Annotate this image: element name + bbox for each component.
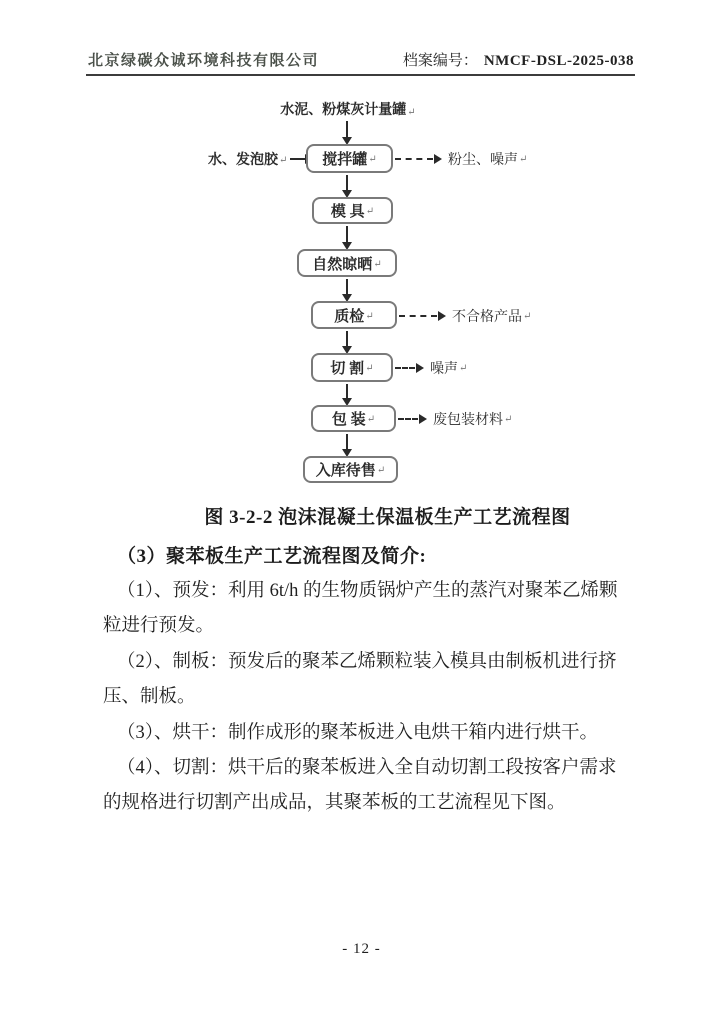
step-box-packing (311, 405, 396, 432)
doc-number-label: 档案编号： (402, 53, 478, 69)
return-mark: ↵ (365, 310, 374, 322)
arrow-right-icon (419, 414, 427, 424)
return-mark: ↵ (365, 206, 375, 217)
return-mark: ↵ (365, 363, 374, 374)
paragraph-line: （2）、制板：预发后的聚苯乙烯颗粒装入模具由制板机进行挤 (117, 651, 617, 672)
arrow-right-icon (438, 311, 446, 321)
header-doc-number (403, 49, 634, 70)
return-mark: ↵ (368, 154, 377, 165)
page-number: - 12 - (342, 941, 381, 957)
paragraph-line: （3）、烘干：制作成形的聚苯板进入电烘干箱内进行烘干。 (117, 722, 599, 743)
section-heading: （3）聚苯板生产工艺流程图及简介: (117, 546, 427, 567)
step-label: 切 割 (330, 361, 365, 377)
return-mark: ↵ (407, 107, 416, 118)
paragraph-line: （4）、切割：烘干后的聚苯板进入全自动切割工段按客户需求 (117, 758, 617, 779)
step-box-natural-drying (297, 249, 397, 277)
return-mark: ↵ (504, 414, 513, 425)
return-mark: ↵ (279, 154, 288, 166)
emission-dust-noise (395, 148, 527, 169)
flow-connector-line (346, 279, 348, 294)
step-box-warehouse (303, 456, 398, 483)
return-mark: ↵ (459, 363, 468, 374)
doc-number-value: NMCF-DSL-2025-038 (483, 53, 634, 69)
arrow-right-icon (416, 363, 424, 373)
flow-connector-line (346, 434, 348, 449)
flow-connector-line (346, 121, 348, 137)
dashed-line (395, 367, 415, 369)
body-text (103, 574, 623, 822)
flow-connector-line (346, 384, 348, 398)
dashed-line (395, 158, 433, 160)
return-mark: ↵ (523, 311, 532, 322)
emission-waste-packaging (398, 408, 512, 429)
return-mark: ↵ (373, 258, 382, 270)
step-label: 搅拌罐 (322, 152, 368, 168)
return-mark: ↵ (366, 414, 376, 425)
figure-caption: 图 3-2-2 泡沫混凝土保温板生产工艺流程图 (204, 507, 571, 528)
flow-source-text: 水泥、粉煤灰计量罐 (280, 103, 407, 118)
dashed-line (399, 315, 437, 317)
paragraph-line: （1）、预发：利用 6t/h 的生物质锅炉产生的蒸汽对聚苯乙烯颗 (117, 581, 618, 601)
flow-input-label: 水、发泡胶 (208, 153, 278, 168)
arrow-right-icon (434, 154, 442, 164)
header-company-name: 北京绿碳众诚环境科技有限公司 (88, 53, 320, 69)
flow-connector-line (346, 175, 348, 190)
step-label: 自然晾晒 (312, 256, 373, 273)
return-mark: ↵ (376, 465, 386, 476)
paragraph-line: 粒进行预发。 (103, 616, 215, 637)
step-box-mixing-tank (306, 144, 393, 173)
dashed-line (398, 418, 418, 420)
emission-noise (395, 357, 467, 378)
paragraph-line: 压、制板。 (103, 687, 196, 708)
flow-input-line (290, 158, 305, 160)
flow-source-label (248, 99, 448, 119)
emission-label: 粉尘、噪声 (448, 152, 518, 168)
emission-label: 噪声 (430, 361, 458, 377)
step-box-quality-check (311, 301, 397, 329)
step-label: 入库待售 (315, 463, 376, 479)
emission-rejects (399, 305, 531, 326)
step-label: 包 装 (331, 412, 366, 428)
emission-label: 不合格产品 (452, 309, 522, 325)
flow-connector-line (346, 226, 348, 242)
step-box-mold (312, 197, 393, 224)
flow-input-water-foam (208, 149, 313, 169)
header-rule (86, 74, 635, 76)
return-mark: ↵ (519, 154, 528, 165)
step-label: 模 具 (330, 204, 365, 220)
step-label: 质检 (334, 308, 365, 325)
flow-connector-line (346, 331, 348, 346)
step-box-cutting (311, 353, 393, 382)
paragraph-line: 的规格进行切割产出成品，其聚苯板的工艺流程见下图。 (103, 793, 566, 814)
emission-label: 废包装材料 (433, 412, 503, 428)
